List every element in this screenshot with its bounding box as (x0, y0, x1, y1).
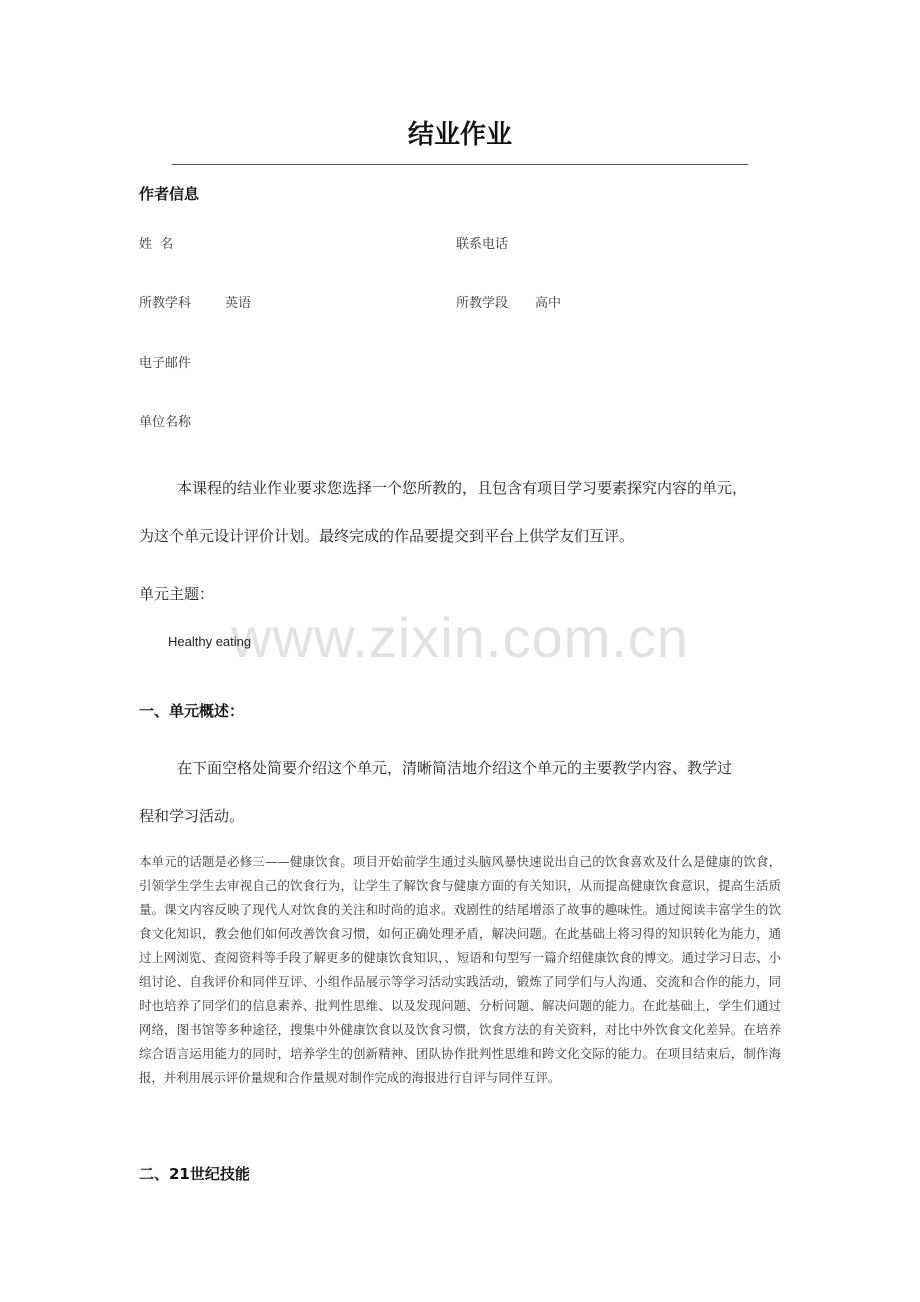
email-label: 电子邮件 (139, 356, 192, 371)
org-label: 单位名称 (139, 415, 192, 430)
subject-label: 所教学科 (139, 296, 192, 311)
section-1-instruction-line-1: 在下面空格处简要介绍这个单元，清晰简洁地介绍这个单元的主要教学内容、教学过 (177, 759, 733, 777)
unit-topic-label: 单元主题： (139, 585, 215, 603)
title-divider (172, 164, 748, 165)
intro-line-1: 本课程的结业作业要求您选择一个您所教的，且包含有项目学习要素探究内容的单元， (177, 479, 748, 497)
stage-label: 所教学段 (456, 296, 509, 311)
author-info-heading: 作者信息 (139, 185, 200, 203)
unit-topic-value: Healthy eating (168, 634, 252, 649)
intro-line-2: 为这个单元设计评价计划。最终完成的作品要提交到平台上供学友们互评。 (139, 527, 635, 545)
watermark: www.zixin.com.cn (231, 606, 689, 669)
section-2-heading: 二、21世纪技能 (139, 1165, 250, 1183)
unit-overview-body: 本单元的话题是必修三——健康饮食。项目开始前学生通过头脑风暴快速说出自己的饮食喜欢及什么是健康的饮食，引领学生学生去审视自己的饮食行为，让学生了解饮食与健康方面的有关知识，从而提高健康饮食意识，提高生活质量。课文内容反映了现代人对饮食的关注和时尚的追求。戏剧性的结尾增添了故事的趣味性。通过阅读丰富学生的饮食文化知识，教会他们如何改善饮食习惯，如何正确处理矛盾，解决问题。在此基础上将习得的知识转化为能力，通过上网浏览、查阅资料等手段了解更多的健康饮食知识，、短语和句型写一篇介绍健康饮食的博文。通过学习日志、小组讨论、自我评价和同伴互评、小组作品展示等学习活动实践活动，锻炼了同学们与人沟通、交流和合作的能力，同时也培养了同学们的信息素养、批判性思维、以及发现问题、分析问题、解决问题的能力。在此基础上，学生们通过网络，图书馆等多种途径，搜集中外健康饮食以及饮食习惯，饮食方法的有关资料，对比中外饮食文化差异。在培养综合语言运用能力的同时，培养学生的创新精神、团队协作批判性思维和跨文化交际的能力。在项目结束后，制作海报，并利用展示评价量规和合作量规对制作完成的海报进行自评与同伴互评。 (139, 854, 781, 1085)
phone-label: 联系电话 (456, 237, 509, 252)
subject-value: 英语 (225, 296, 252, 311)
stage-value: 高中 (535, 296, 562, 311)
page-title: 结业作业 (407, 120, 512, 150)
section-1-instruction-line-2: 程和学习活动。 (139, 807, 245, 825)
name-label: 姓 名 (139, 237, 174, 252)
section-1-heading: 一、单元概述： (139, 702, 245, 720)
